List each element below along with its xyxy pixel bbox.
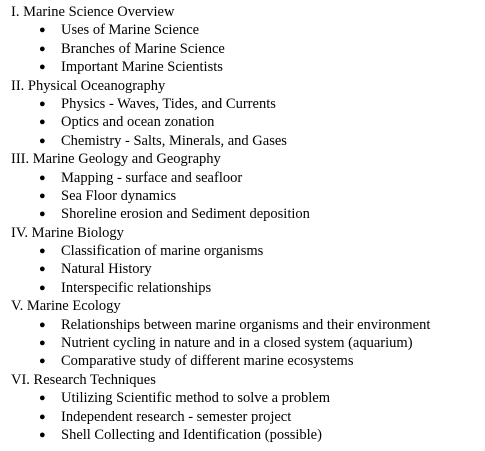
bullet-icon: ● (39, 337, 46, 350)
item-text: Sea Floor dynamics (61, 187, 177, 204)
list-item (11, 426, 485, 444)
item-text: Branches of Marine Science (61, 40, 225, 57)
bullet-icon: ● (39, 97, 46, 110)
item-text: Shoreline erosion and Sediment deposition (61, 206, 310, 223)
section-heading: IV. Marine Biology (11, 224, 124, 241)
section-heading: II. Physical Oceanography (11, 77, 166, 94)
outline-section (11, 371, 485, 445)
item-text: Chemistry - Salts, Minerals, and Gases (61, 132, 287, 149)
section-items (11, 21, 485, 76)
item-text: Independent research - semester project (61, 408, 292, 425)
list-item (11, 334, 485, 352)
section-items (11, 95, 485, 150)
bullet-icon: ● (39, 428, 46, 441)
section-heading: V. Marine Ecology (11, 298, 121, 315)
list-item (11, 352, 485, 370)
bullet-icon: ● (39, 355, 46, 368)
item-text: Natural History (61, 261, 152, 278)
outline-section (11, 224, 485, 298)
item-text: Nutrient cycling in nature and in a closed system (aquarium) (61, 335, 413, 352)
section-heading: III. Marine Geology and Geography (11, 151, 221, 168)
bullet-icon: ● (39, 410, 46, 423)
bullet-icon: ● (39, 171, 46, 184)
bullet-icon: ● (39, 24, 46, 37)
list-item (11, 242, 485, 260)
list-item (11, 205, 485, 223)
bullet-icon: ● (39, 263, 46, 276)
item-text: Shell Collecting and Identification (possible) (61, 426, 322, 443)
item-text: Relationships between marine organisms and their environment (61, 316, 431, 333)
bullet-icon: ● (39, 134, 46, 147)
list-item (11, 113, 485, 131)
section-items (11, 389, 485, 444)
list-item (11, 187, 485, 205)
item-text: Classification of marine organisms (61, 243, 264, 260)
bullet-icon: ● (39, 189, 46, 202)
list-item (11, 58, 485, 76)
section-items (11, 169, 485, 224)
item-text: Uses of Marine Science (61, 22, 200, 39)
bullet-icon: ● (39, 318, 46, 331)
list-item (11, 316, 485, 334)
list-item (11, 408, 485, 426)
outline-section (11, 77, 485, 151)
list-item (11, 95, 485, 113)
bullet-icon: ● (39, 245, 46, 258)
bullet-icon: ● (39, 42, 46, 55)
item-text: Physics - Waves, Tides, and Currents (61, 95, 276, 112)
list-item (11, 40, 485, 58)
outline-section (11, 3, 485, 77)
item-text: Interspecific relationships (61, 279, 212, 296)
list-item (11, 389, 485, 407)
list-item (11, 132, 485, 150)
section-items (11, 316, 485, 371)
item-text: Important Marine Scientists (61, 59, 223, 76)
item-text: Comparative study of different marine ecosystems (61, 353, 354, 370)
bullet-icon: ● (39, 392, 46, 405)
item-text: Optics and ocean zonation (61, 114, 215, 131)
item-text: Mapping - surface and seafloor (61, 169, 243, 186)
bullet-icon: ● (39, 61, 46, 74)
bullet-icon: ● (39, 281, 46, 294)
outline-section (11, 297, 485, 371)
list-item (11, 279, 485, 297)
bullet-icon: ● (39, 208, 46, 221)
section-heading: I. Marine Science Overview (11, 4, 175, 20)
item-text: Utilizing Scientific method to solve a problem (61, 390, 331, 407)
bullet-icon: ● (39, 116, 46, 129)
list-item (11, 260, 485, 278)
section-heading: VI. Research Techniques (11, 371, 156, 388)
outline-section (11, 150, 485, 224)
list-item (11, 21, 485, 39)
section-items (11, 242, 485, 297)
list-item (11, 169, 485, 187)
